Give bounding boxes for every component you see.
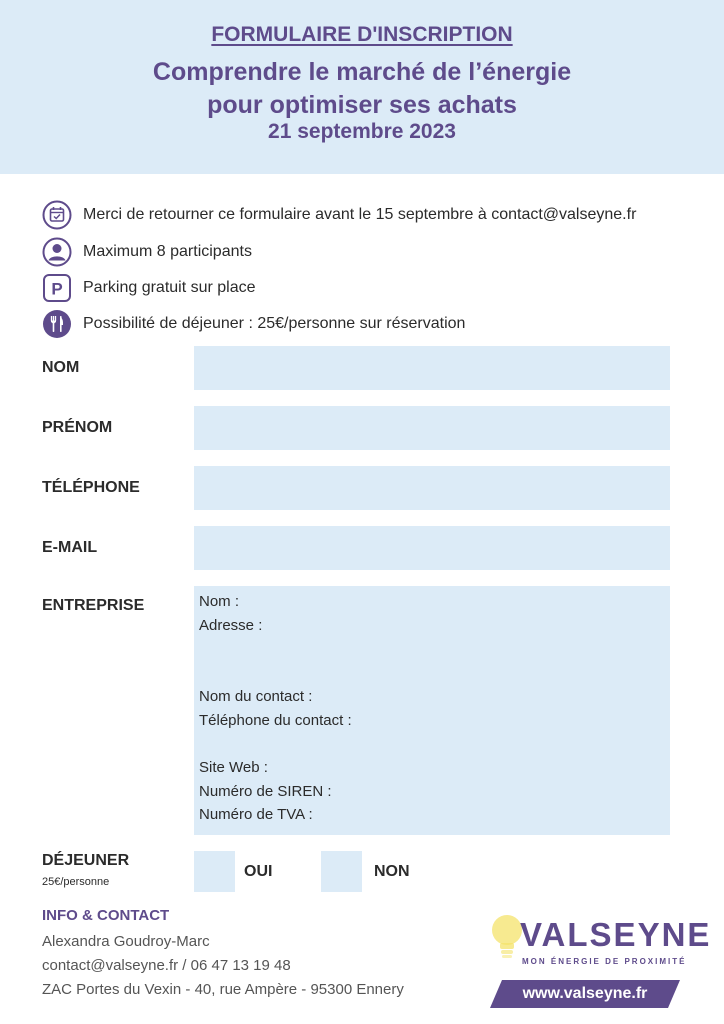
dejeuner-price: 25€/personne <box>42 876 110 888</box>
label-nom: NOM <box>42 359 80 376</box>
event-title <box>0 56 724 122</box>
prenom-field[interactable] <box>194 406 670 450</box>
event-date: 21 septembre 2023 <box>268 120 456 143</box>
info-participants-text: Maximum 8 participants <box>83 243 252 260</box>
oui-checkbox[interactable] <box>194 851 235 892</box>
entreprise-contact-name-label: Nom du contact : <box>199 688 313 705</box>
entreprise-tva-label: Numéro de TVA : <box>199 806 313 823</box>
info-deadline-text: Merci de retourner ce formulaire avant le 15 septembre à contact@valseyne.fr <box>83 206 637 223</box>
form-title: FORMULAIRE D'INSCRIPTION <box>211 23 513 46</box>
logo-wordmark: VALSEYNE <box>520 916 712 953</box>
info-row-parking <box>42 272 256 304</box>
entreprise-website-label: Site Web : <box>199 759 268 776</box>
email-field[interactable] <box>194 526 670 570</box>
info-row-participants <box>42 236 252 268</box>
label-dejeuner: DÉJEUNER <box>42 852 130 869</box>
info-parking-text: Parking gratuit sur place <box>83 279 256 296</box>
entreprise-siren-label: Numéro de SIREN : <box>199 783 332 800</box>
entreprise-adresse-label: Adresse : <box>199 617 263 634</box>
contact-address: ZAC Portes du Vexin - 40, rue Ampère - 95300 Ennery <box>42 981 404 998</box>
svg-text:P: P <box>51 279 63 299</box>
oui-label: OUI <box>244 863 273 880</box>
calendar-check-icon <box>42 200 72 230</box>
parking-icon <box>42 273 72 303</box>
label-telephone: TÉLÉPHONE <box>42 479 140 496</box>
label-prenom: PRÉNOM <box>42 419 113 436</box>
telephone-field[interactable] <box>194 466 670 510</box>
label-entreprise: ENTREPRISE <box>42 597 145 614</box>
non-checkbox[interactable] <box>321 851 362 892</box>
nom-field[interactable] <box>194 346 670 390</box>
info-row-deadline <box>42 199 636 231</box>
contact-name: Alexandra Goudroy-Marc <box>42 933 210 950</box>
entreprise-nom-label: Nom : <box>199 593 240 610</box>
event-title-line1: Comprendre le marché de l’énergie <box>152 58 572 86</box>
logo-tagline: MON ÉNERGIE DE PROXIMITÉ <box>522 957 687 966</box>
info-row-lunch <box>42 308 465 340</box>
info-lunch-text: Possibilité de déjeuner : 25€/personne sur réservation <box>83 315 466 332</box>
fork-knife-icon <box>42 309 72 339</box>
entreprise-contact-phone-label: Téléphone du contact : <box>199 712 352 729</box>
non-label: NON <box>374 863 410 880</box>
contact-email-phone: contact@valseyne.fr / 06 47 13 19 48 <box>42 957 291 974</box>
header-band <box>0 0 724 174</box>
label-email: E-MAIL <box>42 539 98 556</box>
event-title-line2: pour optimiser ses achats <box>207 91 517 119</box>
website-url[interactable]: www.valseyne.fr <box>522 985 648 1002</box>
person-icon <box>42 237 72 267</box>
contact-title: INFO & CONTACT <box>42 907 170 924</box>
